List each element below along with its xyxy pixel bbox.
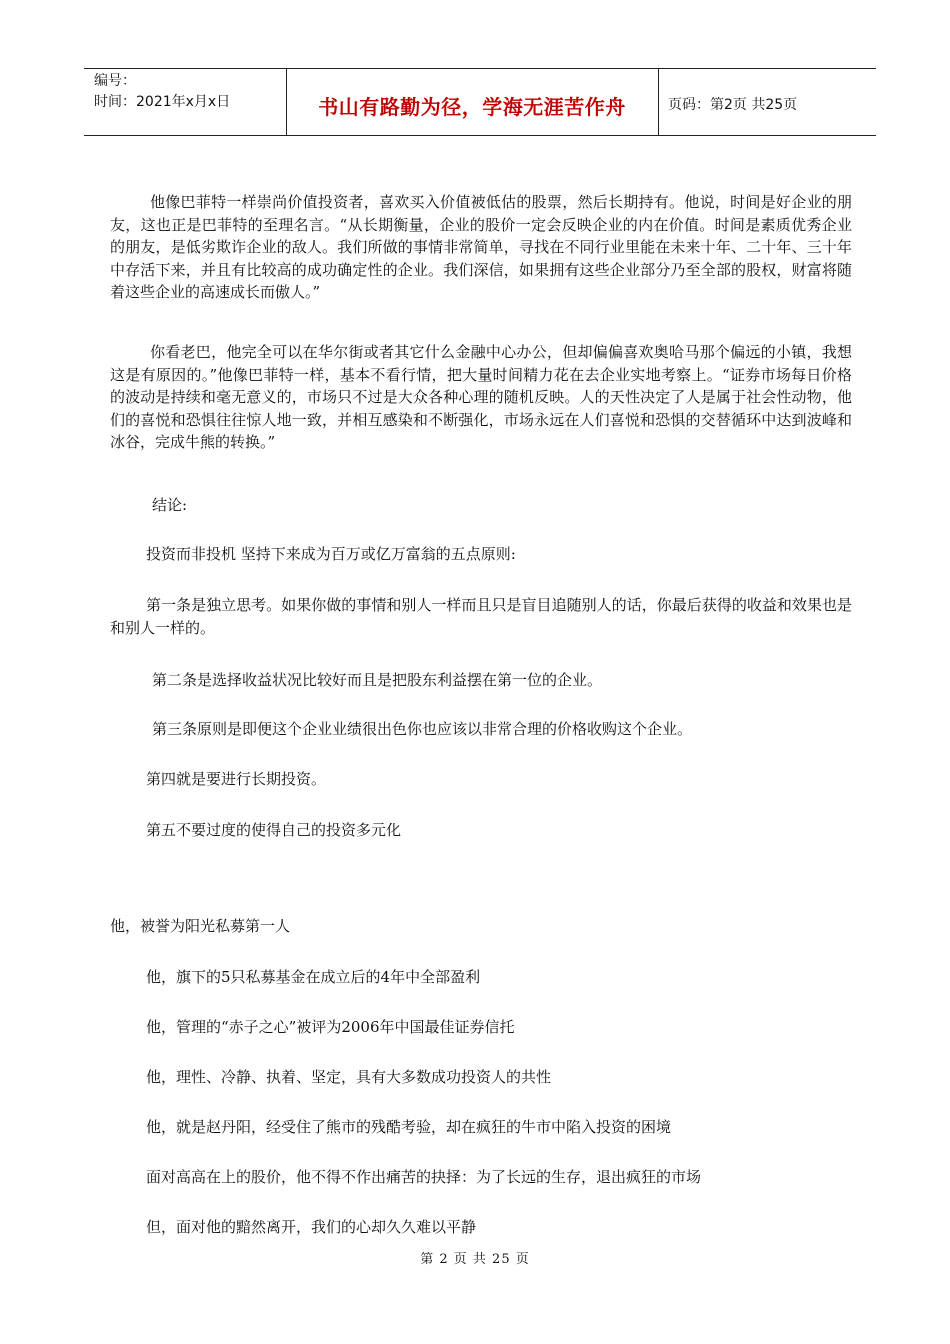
rule-one: 第一条是独立思考。如果你做的事情和别人一样而且只是盲目追随别人的话，你最后获得的收益和效果也是和别人一样的。 [110,596,852,637]
header-motto-cell [286,69,659,135]
conclusion-heading: 结论: [152,496,188,514]
header-meta-cell [84,69,287,135]
profile-line: 他，被誉为阳光私募第一人 [110,917,291,935]
profile-line: 他，理性、冷静、执着、坚定，具有大多数成功投资人的共性 [146,1068,552,1086]
paragraph-value-investing: 他像巴菲特一样崇尚价值投资者，喜欢买入价值被低估的股票，然后长期持有。他说，时间是好企业的朋友，这也正是巴菲特的至理名言。“从长期衡量，企业的股价一定会反映企业的内在价值。时间是素质优秀企业的朋友，是低劣欺诈企业的敌人。我们所做的事情非常简单，寻找在不同行业里能在未来十年、二十年、三十年中存活下来，并且有比较高的成功确定性的企业。我们深信，如果拥有这些企业部分乃至全部的股权，财富将随着这些企业的高速成长而傲人。” [110,193,852,301]
header-page-cell [658,69,876,135]
paragraph-buffett-omaha: 你看老巴，他完全可以在华尔街或者其它什么金融中心办公，但却偏偏喜欢奥哈马那个偏远的小镇，我想这是有原因的。”他像巴菲特一样，基本不看行情，把大量时间精力花在去企业实地考察上。“证券市场每日价格的波动是持续和毫无意义的，市场只不过是大众各种心理的随机反映。人的天性决定了人是属于社会性动物，他们的喜悦和恐惧往往惊人地一致，并相互感染和不断强化，市场永远在人们喜悦和恐惧的交替循环中达到波峰和冰谷，完成牛熊的转换。” [110,343,852,451]
profile-line: 但，面对他的黯然离开，我们的心却久久难以平静 [146,1218,477,1236]
rule-three: 第三条原则是即便这个企业业绩很出色你也应该以非常合理的价格收购这个企业。 [152,720,693,738]
profile-line: 他，就是赵丹阳，经受住了熊市的残酷考验，却在疯狂的牛市中陷入投资的困境 [146,1118,672,1136]
principles-intro: 投资而非投机 坚持下来成为百万或亿万富翁的五点原则: [146,545,516,563]
rule-two: 第二条是选择收益状况比较好而且是把股东利益摆在第一位的企业。 [152,671,603,689]
profile-line: 他，旗下的5只私募基金在成立后的4年中全部盈利 [146,968,481,986]
rule-four: 第四就是要进行长期投资。 [146,770,327,788]
profile-line: 他，管理的“赤子之心”被评为2006年中国最佳证券信托 [146,1018,515,1036]
header-page-number: 页码：第2页 共25页 [668,97,798,113]
page-footer: 第 2 页 共 25 页 [420,1252,530,1267]
profile-line: 面对高高在上的股价，他不得不作出痛苦的抉择：为了长远的生存，退出疯狂的市场 [146,1168,702,1186]
document-header [84,68,876,136]
header-motto: 书山有路勤为径，学海无涯苦作舟 [318,95,626,119]
rule-five: 第五不要过度的使得自己的投资多元化 [146,821,402,839]
document-number-label: 编号： [94,73,136,89]
document-date-label: 时间：2021年x月x日 [94,94,231,110]
